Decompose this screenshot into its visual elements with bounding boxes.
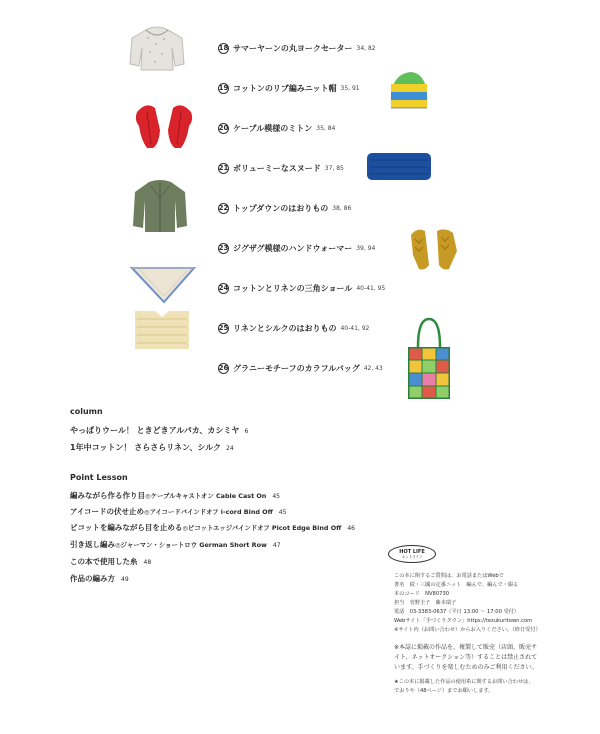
- point-lesson-heading: Point Lesson: [70, 473, 128, 482]
- column-item[interactable]: [70, 442, 234, 453]
- lesson-page: 47: [272, 542, 281, 549]
- cotton-rib-hat-icon: [385, 68, 433, 112]
- granny-bag-icon: [406, 317, 452, 403]
- entry-title: トップダウンのはおりもの: [233, 203, 329, 213]
- copyright-notice-line: ※本誌に掲載の作品を、複製して販売（店頭、販売サ: [394, 644, 538, 651]
- contact-info-line: 担当 菅野圭子 藤本瑞子: [394, 600, 457, 606]
- entry-pages: 34, 82: [356, 44, 376, 52]
- entry-number: 24: [218, 284, 229, 292]
- lesson-title: 作品の編み方: [70, 574, 115, 583]
- contact-info-line: 電話 03-3383-0637（平日 13:00 〜 17:00 受付）: [394, 609, 520, 615]
- toc-entry-21[interactable]: [218, 160, 344, 176]
- entry-number: 23: [218, 244, 229, 252]
- linen-silk-vest-icon: [131, 307, 193, 353]
- entry-title: サマーヤーンの丸ヨークセーター: [233, 43, 353, 53]
- toc-entry-25[interactable]: [218, 320, 369, 336]
- yarn-inquiry-note: でおりや（48ページ）までお願いします。: [394, 688, 494, 694]
- lesson-subtitle: ◎ジャーマン・ショートロウ German Short Row: [115, 541, 267, 549]
- lesson-page: 45: [272, 493, 280, 500]
- cable-mitten-icon: [133, 100, 195, 152]
- lesson-subtitle: ◎アイコードバインドオフ i-cord Bind Off: [144, 508, 273, 516]
- contact-info-line: 書名 続・三國の定番ニット 編んで、編んで・綴る: [394, 582, 519, 588]
- lesson-subtitle: ◎ピコットエッジバインドオフ Picot Edge Bind Off: [182, 524, 342, 532]
- lesson-title: 引き返し編み: [70, 540, 115, 549]
- entry-pages: 40-41, 92: [340, 324, 370, 332]
- lesson-page: 46: [347, 525, 355, 532]
- toc-entry-24[interactable]: [218, 280, 385, 296]
- lesson-page: 45: [278, 509, 287, 516]
- toc-entry-26[interactable]: [218, 360, 383, 376]
- entry-title: ボリューミーなスヌード: [233, 163, 321, 173]
- entry-number: 21: [218, 164, 229, 172]
- toc-entry-20[interactable]: [218, 120, 335, 136]
- lesson-item[interactable]: [70, 490, 280, 501]
- entry-pages: 38, 86: [332, 204, 352, 212]
- logo-text: HOT LIFE: [399, 549, 425, 555]
- entry-pages: 37, 85: [324, 164, 344, 172]
- lesson-title: 編みながら作る作り目: [70, 491, 145, 500]
- lesson-title: この本で使用した糸: [70, 557, 138, 566]
- lesson-subtitle: ◎ケーブルキャストオン Cable Cast On: [145, 492, 267, 500]
- copyright-notice-line: います。手づくりを楽しむためのみご利用ください。: [394, 664, 538, 671]
- contact-info-line: この本に関するご質問は、お電話またはWebで: [394, 573, 504, 579]
- lesson-item[interactable]: [70, 556, 151, 567]
- entry-pages: 35, 84: [316, 124, 336, 132]
- toc-entry-19[interactable]: [218, 80, 360, 96]
- copyright-notice-line: イト、ネットオークション等）することは禁止されて: [394, 654, 538, 661]
- entry-number: 19: [218, 84, 229, 92]
- contact-info-line: 本のコード NV80730: [394, 591, 450, 597]
- entry-number: 26: [218, 364, 229, 372]
- toc-entry-18[interactable]: [218, 40, 376, 56]
- contact-info-line: Webサイト「手づくりタウン」https://tezukuritown.com: [394, 618, 533, 624]
- entry-pages: 40-41, 95: [356, 284, 386, 292]
- entry-title: ジグザグ模様のハンドウォーマー: [233, 243, 353, 253]
- entry-pages: 35, 91: [340, 84, 360, 92]
- yarn-inquiry-note: ★この本に掲載した作品の使用糸に関するお問い合わせは、: [394, 679, 534, 685]
- entry-title: ケーブル模様のミトン: [233, 123, 313, 133]
- lesson-item[interactable]: [70, 539, 281, 550]
- lesson-page: 48: [143, 559, 152, 566]
- column-item-title: 1年中コットン！ さらさらリネン、シルク: [70, 443, 222, 452]
- lesson-item[interactable]: [70, 573, 129, 584]
- lesson-title: ピコットを編みながら目を止める: [70, 523, 183, 532]
- entry-title: グラニーモチーフのカラフルバッグ: [233, 363, 360, 373]
- entry-title: コットンとリネンの三角ショール: [233, 283, 353, 293]
- column-item[interactable]: [70, 425, 248, 436]
- lesson-item[interactable]: [70, 506, 286, 517]
- entry-pages: 39, 94: [356, 244, 376, 252]
- topdown-cardigan-icon: [129, 178, 191, 234]
- toc-entry-22[interactable]: [218, 200, 351, 216]
- column-item-page: 24: [226, 445, 234, 452]
- triangle-shawl-icon: [130, 258, 196, 306]
- lesson-title: アイコードの伏せ止め: [70, 507, 145, 516]
- column-heading: column: [70, 407, 103, 416]
- logo-subtext: ホットライフ: [401, 555, 423, 559]
- entry-title: リネンとシルクのはおりもの: [233, 323, 337, 333]
- entry-number: 22: [218, 204, 229, 212]
- entry-pages: 42, 43: [363, 364, 383, 372]
- entry-number: 25: [218, 324, 229, 332]
- entry-title: コットンのリブ編みニット帽: [233, 83, 337, 93]
- toc-entry-23[interactable]: [218, 240, 375, 256]
- publisher-logo: [388, 545, 436, 563]
- zigzag-hand-warmer-icon: [407, 225, 461, 273]
- entry-number: 18: [218, 44, 229, 52]
- column-item-page: 6: [244, 428, 249, 435]
- contact-info-line: ※サイト内（お問い合わせ）からお入りください。（終日受付）: [394, 627, 541, 633]
- volume-snood-icon: [366, 151, 432, 183]
- entry-number: 20: [218, 124, 229, 132]
- column-item-title: やっぱりウール！ ときどきアルパカ、カシミヤ: [70, 426, 240, 435]
- lesson-page: 49: [121, 576, 129, 583]
- lesson-item[interactable]: [70, 522, 355, 533]
- summer-yoke-sweater-icon: [128, 24, 186, 74]
